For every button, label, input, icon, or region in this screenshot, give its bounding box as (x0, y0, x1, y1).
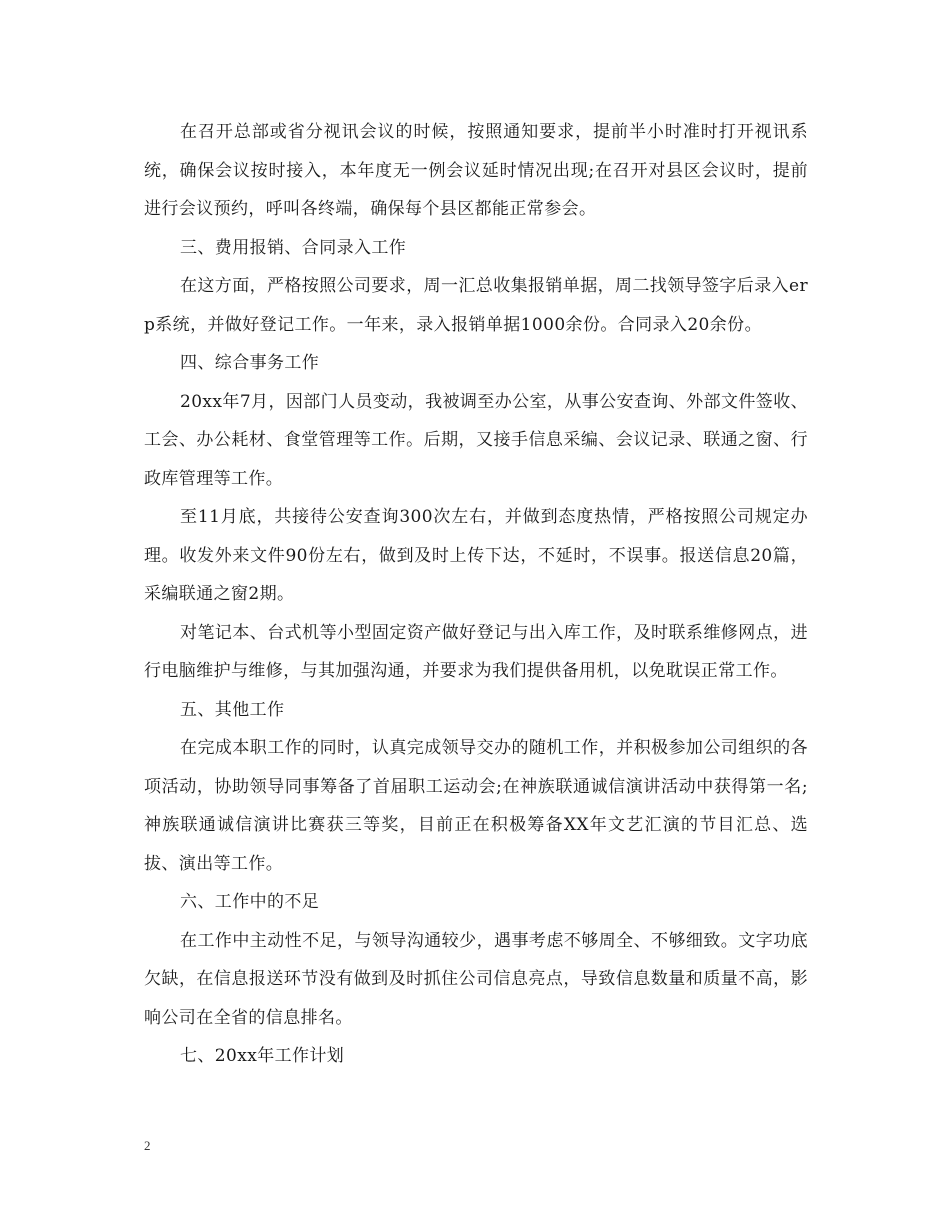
paragraph-video-conference: 在召开总部或省分视讯会议的时候，按照通知要求，提前半小时准时打开视讯系统，确保会议按时接入，本年度无一例会议延时情况出现;在召开对县区会议时，提前进行会议预约，呼叫各终端，确保每个县区都能正常参会。 (144, 122, 808, 219)
document-body (144, 113, 808, 1076)
page-number: 2 (144, 1138, 151, 1153)
paragraph-expense-reimbursement: 在这方面，严格按照公司要求，周一汇总收集报销单据，周二找领导签字后录入erp系统，并做好登记工作。一年来，录入报销单据1000余份。合同录入20余份。 (144, 276, 808, 335)
paragraph-police-inquiry: 至11月底，共接待公安查询300次左右，并做到态度热情，严格按照公司规定办理。收发外来文件90份左右，做到及时上传下达，不延时，不误事。报送信息20篇，采编联通之窗2期。 (144, 507, 808, 604)
section-heading-5: 五、其他工作 (180, 699, 285, 720)
paragraph-shortcomings: 在工作中主动性不足，与领导沟通较少，遇事考虑不够周全、不够细致。文字功底欠缺，在信息报送环节没有做到及时抓住公司信息亮点，导致信息数量和质量不高，影响公司在全省的信息排名。 (144, 930, 808, 1028)
paragraph-other-work: 在完成本职工作的同时，认真完成领导交办的随机工作，并积极参加公司组织的各项活动，协助领导同事筹备了首届职工运动会;在神族联通诚信演讲活动中获得第一名;神族联通诚信演讲比赛获三等奖，目前正在积极筹备XX年文艺汇演的节目汇总、选拔、演出等工作。 (144, 738, 808, 874)
section-heading-6: 六、工作中的不足 (180, 892, 320, 912)
section-heading-4: 四、综合事务工作 (180, 353, 320, 373)
paragraph-fixed-assets: 对笔记本、台式机等小型固定资产做好登记与出入库工作，及时联系维修网点，进行电脑维护与维修，与其加强沟通，并要求为我们提供备用机，以免耽误正常工作。 (144, 622, 808, 681)
section-heading-7: 七、20xx年工作计划 (180, 1046, 345, 1066)
paragraph-general-affairs: 20xx年7月，因部门人员变动，我被调至办公室，从事公安查询、外部文件签收、工会、办公耗材、食堂管理等工作。后期，又接手信息采编、会议记录、联通之窗、行政库管理等工作。 (144, 391, 808, 489)
section-heading-3: 三、费用报销、合同录入工作 (180, 237, 407, 258)
